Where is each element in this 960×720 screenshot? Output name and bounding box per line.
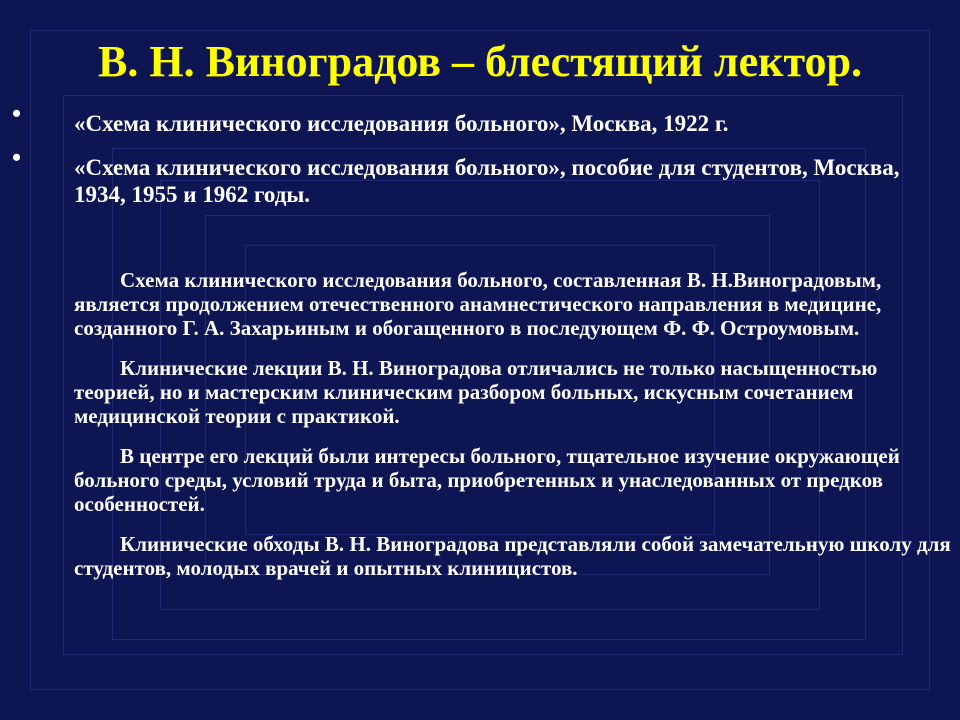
slide-title: В. Н. Виноградов – блестящий лектор. bbox=[98, 37, 862, 86]
bullet-text-1: «Схема клинического исследования больного», Москва, 1922 г. bbox=[74, 111, 729, 136]
bullet-text-2: «Схема клинического исследования больного», пособие для студентов, Москва, 1934, 1955 и 1962 годы. bbox=[74, 155, 900, 207]
bullet-item-2 bbox=[12, 143, 934, 208]
bullet-marker-2: • bbox=[12, 143, 22, 172]
paragraph-4: Клинические обходы В. Н. Виноградова представляли собой замечательную школу для студентов, молодых врачей и опытных клиницистов. bbox=[74, 532, 951, 580]
bullet-marker-1: • bbox=[12, 99, 22, 128]
body-text bbox=[74, 268, 954, 596]
paragraph-2: Клинические лекции В. Н. Виноградова отличались не только насыщенностью теорией, но и мастерским клиническим разбором больных, искусным сочетанием медицинской теории с практикой. bbox=[74, 356, 878, 428]
paragraph-3: В центре его лекций были интересы больного, тщательное изучение окружающей больного среды, условий труда и быта, приобретенных и унаследованных от предков особенностей. bbox=[74, 444, 900, 516]
bullet-item-1 bbox=[12, 99, 934, 137]
paragraph-1: Схема клинического исследования больного, составленная В. Н.Виноградовым, является продолжением отечественного анамнестического направления в медицине, созданного Г. А. Захарьиным и обогащенного в последующем Ф. Ф. Остроумовым. bbox=[74, 268, 882, 340]
